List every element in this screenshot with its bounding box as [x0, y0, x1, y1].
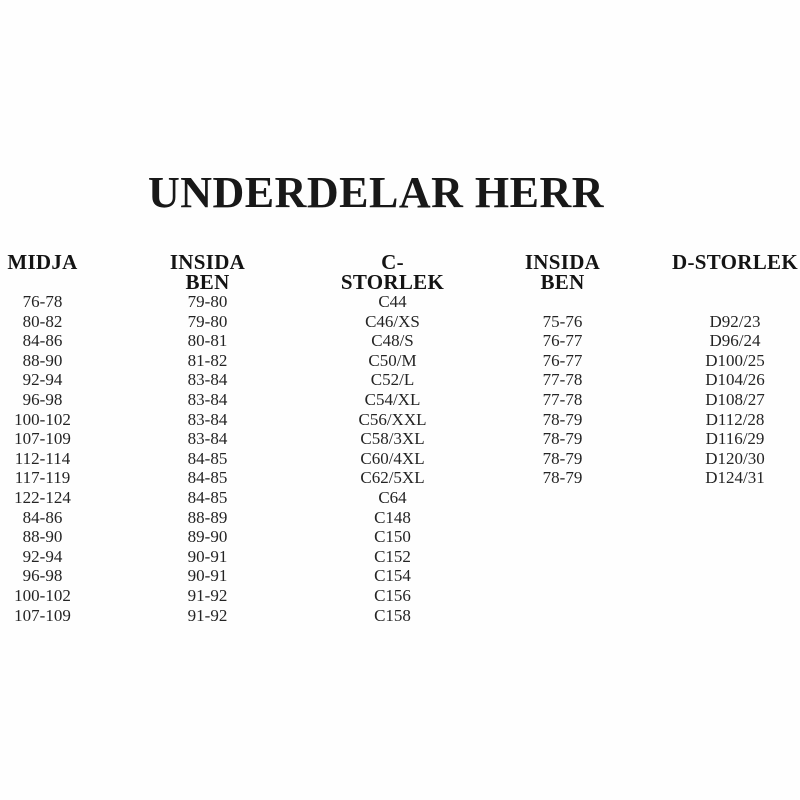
column-header-midja: [0, 252, 85, 292]
table-cell-midja: 76-78: [22, 292, 63, 311]
table-cell-midja: 80-82: [22, 311, 63, 331]
column-header-label: C-STORLEK: [340, 250, 445, 294]
table-cell-insida-ben-c: 84-85: [187, 448, 228, 468]
table-cell-d-storlek: D104/26: [705, 370, 765, 390]
table-cell-insida-ben-d: 78-79: [542, 429, 583, 449]
table-body: [0, 292, 800, 625]
table-cell-c-storlek: C156: [374, 585, 411, 605]
table-cell-insida-ben-c: 83-84: [187, 409, 228, 429]
column-header-insida-ben-d: [455, 252, 670, 292]
table-cell-insida-ben-d: 78-79: [542, 448, 583, 468]
table-cell-midja: 117-119: [14, 468, 71, 488]
table-cell-insida-ben-d: 76-77: [542, 331, 583, 351]
table-cell-insida-ben-c: 84-85: [187, 487, 228, 507]
table-cell-midja: 100-102: [14, 585, 71, 605]
table-cell-insida-ben-c: 83-84: [187, 389, 228, 409]
table-cell-insida-ben-c: 90-91: [187, 566, 228, 586]
table-row: [0, 547, 800, 567]
table-row: [0, 508, 800, 528]
table-row: [0, 292, 800, 312]
table-cell-c-storlek: C158: [374, 605, 411, 625]
size-table: [0, 252, 800, 625]
table-cell-d-storlek: [670, 488, 800, 508]
table-header-row: [0, 252, 800, 292]
table-cell-d-storlek: [670, 547, 800, 567]
table-cell-c-storlek: C50/M: [368, 350, 417, 370]
table-cell-d-storlek: [670, 566, 800, 586]
table-cell-insida-ben-d: [455, 488, 670, 508]
table-cell-d-storlek: D124/31: [705, 468, 765, 488]
table-cell-midja: 92-94: [22, 370, 63, 390]
table-cell-c-storlek: C58/3XL: [360, 429, 425, 449]
table-cell-midja: 107-109: [14, 605, 71, 625]
table-row: [0, 449, 800, 469]
table-row: [0, 468, 800, 488]
table-cell-insida-ben-d: [455, 606, 670, 626]
table-cell-insida-ben-d: [455, 527, 670, 547]
column-header-label: INSIDA: [169, 250, 246, 274]
table-cell-d-storlek: D116/29: [705, 429, 765, 449]
table-cell-c-storlek: C62/5XL: [360, 468, 425, 488]
table-cell-insida-ben-c: 79-80: [187, 292, 228, 311]
table-cell-midja: 84-86: [22, 331, 63, 351]
table-cell-d-storlek: [670, 292, 800, 312]
page-title: UNDERDELAR HERR: [147, 168, 605, 217]
column-header-sublabel: BEN: [185, 270, 230, 294]
table-cell-midja: 107-109: [14, 429, 71, 449]
table-cell-c-storlek: C56/XXL: [358, 409, 427, 429]
table-cell-insida-ben-d: 76-77: [542, 350, 583, 370]
table-cell-insida-ben-d: [455, 566, 670, 586]
table-cell-d-storlek: D100/25: [705, 350, 765, 370]
table-cell-midja: 88-90: [22, 350, 63, 370]
column-header-label: D-STORLEK: [671, 250, 798, 274]
table-cell-insida-ben-c: 81-82: [187, 350, 228, 370]
table-cell-insida-ben-c: 89-90: [187, 527, 228, 547]
table-cell-insida-ben-c: 90-91: [187, 546, 228, 566]
table-cell-insida-ben-c: 88-89: [187, 507, 228, 527]
table-cell-d-storlek: D120/30: [705, 448, 765, 468]
table-cell-d-storlek: [670, 508, 800, 528]
table-row: [0, 429, 800, 449]
table-cell-c-storlek: C64: [378, 487, 407, 507]
table-cell-d-storlek: D96/24: [709, 331, 761, 351]
table-cell-midja: 96-98: [22, 566, 63, 586]
table-cell-d-storlek: [670, 586, 800, 606]
table-cell-midja: 92-94: [22, 546, 63, 566]
table-row: [0, 390, 800, 410]
table-cell-insida-ben-d: [455, 586, 670, 606]
table-cell-c-storlek: C148: [374, 507, 411, 527]
table-row: [0, 410, 800, 430]
table-cell-d-storlek: [670, 527, 800, 547]
table-cell-insida-ben-c: 79-80: [187, 311, 228, 331]
table-cell-insida-ben-d: 75-76: [542, 311, 583, 331]
table-cell-c-storlek: C154: [374, 566, 411, 586]
table-cell-insida-ben-c: 83-84: [187, 429, 228, 449]
table-cell-midja: 100-102: [14, 409, 71, 429]
table-cell-d-storlek: D112/28: [705, 409, 765, 429]
table-cell-c-storlek: C46/XS: [365, 311, 420, 331]
table-cell-insida-ben-d: 78-79: [542, 468, 583, 488]
table-row: [0, 566, 800, 586]
table-cell-midja: 96-98: [22, 389, 63, 409]
table-cell-insida-ben-c: 80-81: [187, 331, 228, 351]
column-header-d-storlek: [670, 252, 800, 292]
table-cell-insida-ben-d: 77-78: [542, 370, 583, 390]
table-row: [0, 351, 800, 371]
table-cell-d-storlek: [670, 606, 800, 626]
table-row: [0, 527, 800, 547]
table-cell-insida-ben-d: [455, 547, 670, 567]
table-cell-c-storlek: C60/4XL: [360, 448, 425, 468]
table-cell-insida-ben-c: 83-84: [187, 370, 228, 390]
table-cell-insida-ben-d: [455, 292, 670, 312]
table-row: [0, 370, 800, 390]
table-cell-c-storlek: C152: [374, 546, 411, 566]
table-cell-insida-ben-d: [455, 508, 670, 528]
table-row: [0, 488, 800, 508]
table-cell-c-storlek: C54/XL: [364, 389, 421, 409]
table-cell-midja: 88-90: [22, 527, 63, 547]
table-cell-insida-ben-c: 91-92: [187, 585, 228, 605]
table-cell-midja: 84-86: [22, 507, 63, 527]
table-cell-midja: 122-124: [14, 487, 71, 507]
table-cell-d-storlek: D92/23: [709, 311, 761, 331]
column-header-c-storlek: [330, 252, 455, 292]
table-cell-insida-ben-d: 78-79: [542, 409, 583, 429]
table-row: [0, 312, 800, 332]
column-header-label: INSIDA: [524, 250, 601, 274]
table-row: [0, 586, 800, 606]
column-header-label: MIDJA: [7, 250, 78, 274]
table-cell-c-storlek: C48/S: [371, 331, 414, 351]
table-cell-c-storlek: C44: [378, 292, 407, 311]
table-cell-c-storlek: C52/L: [370, 370, 415, 390]
table-cell-c-storlek: C150: [374, 527, 411, 547]
column-header-sublabel: BEN: [540, 270, 585, 294]
column-header-insida-ben-c: [85, 252, 330, 292]
table-cell-midja: 112-114: [14, 448, 71, 468]
table-cell-insida-ben-c: 84-85: [187, 468, 228, 488]
table-row: [0, 606, 800, 626]
table-row: [0, 331, 800, 351]
table-cell-insida-ben-d: 77-78: [542, 389, 583, 409]
table-cell-insida-ben-c: 91-92: [187, 605, 228, 625]
table-cell-d-storlek: D108/27: [705, 389, 765, 409]
